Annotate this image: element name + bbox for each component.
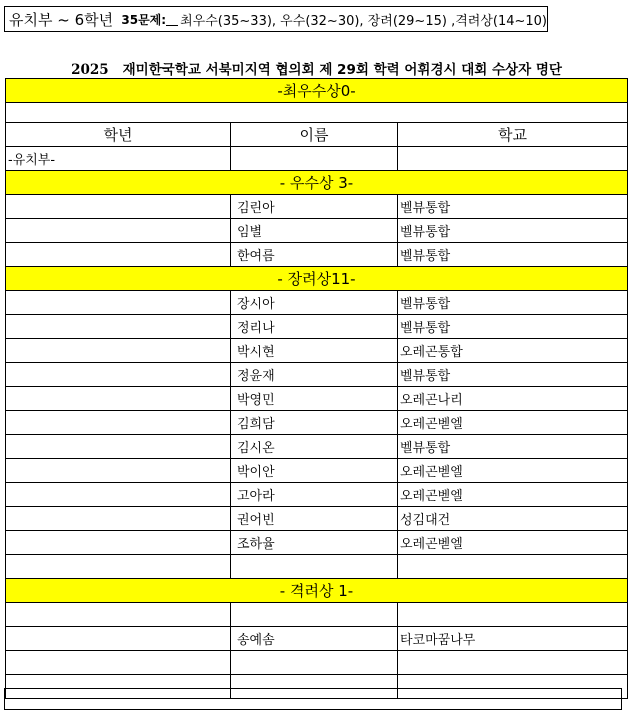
winner-name: 김희담 — [231, 411, 398, 435]
table-row — [6, 411, 628, 435]
grade-cell — [6, 483, 231, 507]
winner-school: 타코마꿈나무 — [398, 627, 628, 651]
winner-name: 임별 — [231, 219, 398, 243]
section-row-merit — [6, 267, 628, 291]
grade-cell — [6, 243, 231, 267]
empty-row — [6, 603, 628, 627]
grade-cell — [6, 411, 231, 435]
winner-name: 박시현 — [231, 339, 398, 363]
winner-name: 한여름 — [231, 243, 398, 267]
winner-name: 박이안 — [231, 459, 398, 483]
table-row — [6, 363, 628, 387]
table-row — [6, 627, 628, 651]
winner-school: 오레곤벧엘 — [398, 459, 628, 483]
table-row — [6, 483, 628, 507]
grade-cell — [6, 627, 231, 651]
grade-cell — [6, 339, 231, 363]
criteria-text-2: (32~30), 장려(29~15) ,격려상(14~10) — [305, 13, 547, 29]
grade-cell — [6, 387, 231, 411]
winner-name: 김시온 — [231, 435, 398, 459]
criteria-text-1: 최우수(35~33), 우수 — [180, 13, 306, 29]
grade-label: -유치부- — [6, 147, 231, 171]
grade-cell — [6, 531, 231, 555]
section-row-encourage — [6, 579, 628, 603]
winner-name: 송예솜 — [231, 627, 398, 651]
winner-name: 권어빈 — [231, 507, 398, 531]
empty-cell — [6, 103, 628, 123]
grade-cell — [6, 219, 231, 243]
table-row — [6, 315, 628, 339]
winner-school: 벨뷰통합 — [398, 219, 628, 243]
grade-cell — [6, 507, 231, 531]
winner-name: 장시아 — [231, 291, 398, 315]
document-title — [0, 58, 633, 78]
table-row — [6, 435, 628, 459]
empty-cell — [231, 147, 398, 171]
grade-cell — [6, 459, 231, 483]
empty-row — [6, 651, 628, 675]
table-row — [6, 219, 628, 243]
winner-school: 오레곤벧엘 — [398, 411, 628, 435]
table-row — [6, 243, 628, 267]
table-row — [6, 507, 628, 531]
grade-cell — [6, 363, 231, 387]
grade-cell — [6, 195, 231, 219]
section-merit: - 장려상11- — [6, 267, 628, 291]
empty-cell — [398, 147, 628, 171]
level-range: 유치부 ~ 6학년 — [9, 10, 114, 29]
awards-table — [5, 78, 628, 699]
grade-row — [6, 147, 628, 171]
section-excellent: - 우수상 3- — [6, 171, 628, 195]
col-grade: 학년 — [6, 123, 231, 147]
winner-school: 오레곤벧엘 — [398, 483, 628, 507]
winner-name: 김린아 — [231, 195, 398, 219]
grade-cell — [6, 291, 231, 315]
winner-name: 조하율 — [231, 531, 398, 555]
empty-row — [6, 555, 628, 579]
winner-school: 벨뷰통합 — [398, 435, 628, 459]
footer-box — [4, 688, 622, 710]
winner-school: 오레곤벧엘 — [398, 531, 628, 555]
winner-name: 박영민 — [231, 387, 398, 411]
empty-row — [6, 103, 628, 123]
winner-school: 벨뷰통합 — [398, 195, 628, 219]
winner-name: 정리나 — [231, 315, 398, 339]
winner-name: 정윤재 — [231, 363, 398, 387]
section-row-excellent — [6, 171, 628, 195]
winner-school: 벨뷰통합 — [398, 363, 628, 387]
criteria-box — [4, 6, 548, 32]
col-school: 학교 — [398, 123, 628, 147]
table-row — [6, 339, 628, 363]
grade-cell — [6, 315, 231, 339]
winner-school: 벨뷰통합 — [398, 243, 628, 267]
title-text: 재미한국학교 서북미지역 협의회 제 29회 학력 어휘경시 대회 수상자 명단 — [122, 62, 562, 78]
grade-cell — [6, 435, 231, 459]
table-row — [6, 387, 628, 411]
section-row-grand — [6, 79, 628, 103]
winner-name: 고아라 — [231, 483, 398, 507]
section-grand: -최우수상0- — [6, 79, 628, 103]
winner-school: 오레곤나리 — [398, 387, 628, 411]
title-year: 2025 — [71, 62, 109, 78]
problem-count: 35문제: — [121, 12, 167, 27]
table-row — [6, 531, 628, 555]
table-row — [6, 459, 628, 483]
section-encourage: - 격려상 1- — [6, 579, 628, 603]
table-row — [6, 195, 628, 219]
table-row — [6, 291, 628, 315]
column-header-row — [6, 123, 628, 147]
winner-school: 벨뷰통합 — [398, 315, 628, 339]
winner-school: 성김대건 — [398, 507, 628, 531]
winner-school: 오레곤통합 — [398, 339, 628, 363]
blank-line — [166, 13, 178, 26]
winner-school: 벨뷰통합 — [398, 291, 628, 315]
col-name: 이름 — [231, 123, 398, 147]
